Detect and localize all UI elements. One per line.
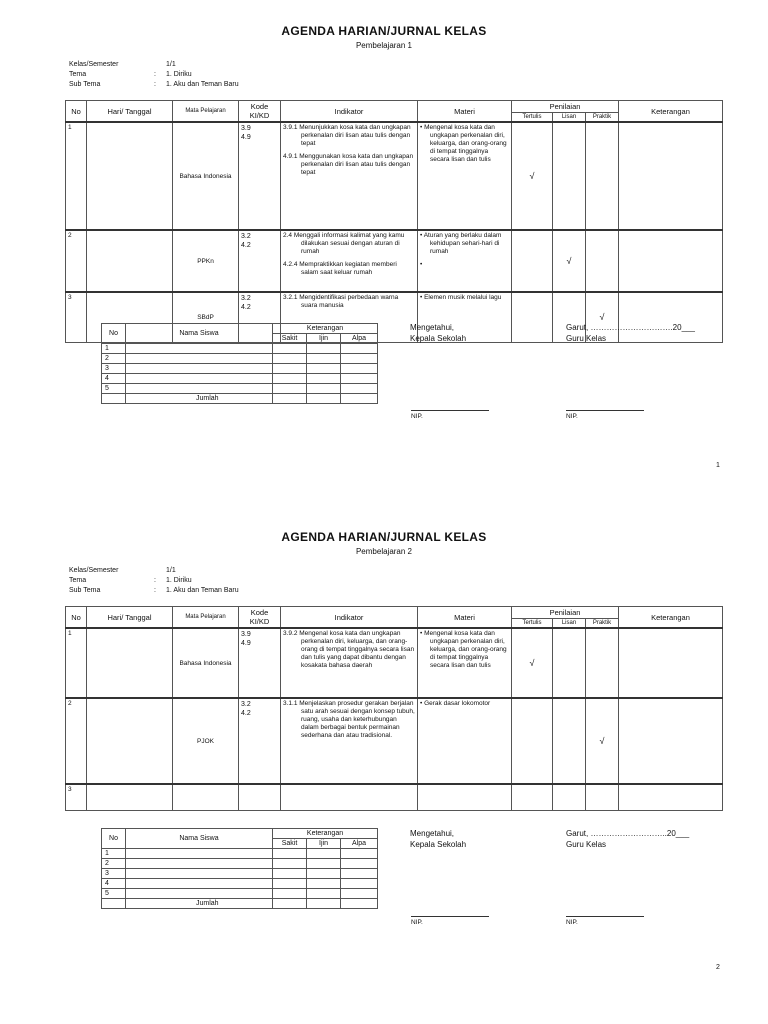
indikator-item: 4.2.4 Mempraktikkan kegiatan memberi salam saat keluar rumah xyxy=(283,261,397,276)
row-date xyxy=(87,628,173,698)
signature-principal xyxy=(410,828,466,850)
kode-value: 3.9 xyxy=(241,631,251,638)
row-date xyxy=(87,698,173,784)
kode-value: 4.2 xyxy=(241,710,251,717)
signature-line xyxy=(566,410,644,411)
kode-value: 3.2 xyxy=(241,295,251,302)
meta-row xyxy=(69,576,239,586)
att-row xyxy=(102,374,378,384)
header-materi: Materi xyxy=(418,101,512,123)
header-hari: Hari/ Tanggal xyxy=(87,101,173,123)
row-date xyxy=(87,784,173,810)
kode-value: 4.9 xyxy=(241,640,251,647)
row-subject xyxy=(173,784,239,810)
att-no: 4 xyxy=(102,374,126,384)
journal-page-1 xyxy=(0,0,768,506)
sign-left-line2: Kepala Sekolah xyxy=(410,840,467,849)
kode-value: 3.9 xyxy=(241,125,251,132)
row-kode xyxy=(239,698,281,784)
check-praktik xyxy=(586,230,619,292)
att-no: 3 xyxy=(102,364,126,374)
meta-colon: : xyxy=(154,81,156,88)
att-total-row xyxy=(102,394,378,404)
header-tertulis: Tertulis xyxy=(512,113,553,123)
meta-block xyxy=(69,566,239,596)
row-materi xyxy=(418,784,512,810)
table-row xyxy=(66,698,723,784)
indikator-item: 4.9.1 Menggunakan kosa kata dan ungkapan perkenalan diri lisan atau tulis dengan tepat xyxy=(283,153,414,176)
row-keterangan xyxy=(619,784,723,810)
check-praktik: √ xyxy=(586,292,619,342)
materi-item: • xyxy=(420,261,423,268)
meta-value: 1. Diriku xyxy=(166,71,192,78)
row-indikator xyxy=(281,628,418,698)
signature-line xyxy=(411,916,489,917)
row-materi xyxy=(418,698,512,784)
indikator-item: 3.1.1 Menjelaskan prosedur gerakan berjalan satu arah sesuai dengan konsep tubuh, ruang, usaha dan keterhubungan dalam berbagai bentuk permainan sederhana dan atau tradisional. xyxy=(283,700,415,739)
sign-right-line1: Garut, ………………………..20___ xyxy=(566,829,690,838)
page-number: 1 xyxy=(716,462,720,469)
meta-colon: : xyxy=(154,577,156,584)
row-no: 1 xyxy=(66,122,87,230)
meta-label: Tema xyxy=(69,71,87,78)
check-lisan xyxy=(553,698,586,784)
row-subject: PPKn xyxy=(173,230,239,292)
check-praktik xyxy=(586,628,619,698)
sign-right-line2: Guru Kelas xyxy=(566,334,607,343)
att-header-no: No xyxy=(102,324,126,344)
meta-row xyxy=(69,60,239,70)
check-praktik xyxy=(586,784,619,810)
kode-value: 3.2 xyxy=(241,701,251,708)
meta-colon xyxy=(154,566,166,576)
att-row xyxy=(102,859,378,869)
att-row xyxy=(102,889,378,899)
meta-row xyxy=(69,566,239,576)
page-subtitle: Pembelajaran 1 xyxy=(355,41,413,50)
att-no: 1 xyxy=(102,849,126,859)
nip-label: NIP. xyxy=(566,919,578,926)
att-total-row xyxy=(102,899,378,909)
row-kode xyxy=(239,230,281,292)
meta-value: 1. Aku dan Teman Baru xyxy=(166,81,239,88)
att-header-sakit: Sakit xyxy=(273,334,307,344)
header-praktik: Praktik xyxy=(586,113,619,123)
att-header-alpa: Alpa xyxy=(341,334,378,344)
row-keterangan xyxy=(619,698,723,784)
row-indikator xyxy=(281,784,418,810)
row-indikator xyxy=(281,122,418,230)
att-no: 5 xyxy=(102,384,126,394)
indikator-item: 3.2.1 Mengidentifikasi perbedaan warna suara manusia xyxy=(283,294,399,309)
meta-colon: : xyxy=(154,587,156,594)
journal-page-2 xyxy=(0,506,768,1012)
row-subject: Bahasa Indonesia xyxy=(173,628,239,698)
header-hari: Hari/ Tanggal xyxy=(87,607,173,629)
meta-row xyxy=(69,80,239,90)
row-kode xyxy=(239,628,281,698)
check-tertulis: √ xyxy=(512,122,553,230)
check-tertulis xyxy=(512,292,553,342)
row-no: 2 xyxy=(66,698,87,784)
meta-value: 1/1 xyxy=(166,61,176,68)
meta-value: 1. Diriku xyxy=(166,577,192,584)
header-kode: Kode KI/KD xyxy=(239,607,281,629)
page-title: AGENDA HARIAN/JURNAL KELAS xyxy=(281,24,487,38)
att-header-nama: Nama Siswa xyxy=(126,829,273,849)
header-mapel: Mata Pelajaran xyxy=(173,101,239,123)
indikator-item: 3.9.1 Menunjukkan kosa kata dan ungkapan perkenalan diri lisan atau tulis dengan tepat xyxy=(283,124,411,147)
row-kode xyxy=(239,784,281,810)
att-row xyxy=(102,344,378,354)
check-tertulis xyxy=(512,230,553,292)
kode-value: 4.2 xyxy=(241,304,251,311)
meta-value: 1. Aku dan Teman Baru xyxy=(166,587,239,594)
meta-colon: : xyxy=(154,71,156,78)
meta-label: Kelas/Semester xyxy=(69,61,119,68)
signature-line xyxy=(411,410,489,411)
header-keterangan: Keterangan xyxy=(619,607,723,629)
att-total: Jumlah xyxy=(126,394,273,404)
row-subject: Bahasa Indonesia xyxy=(173,122,239,230)
signature-principal xyxy=(410,322,466,344)
sign-left-line1: Mengetahui, xyxy=(410,323,455,332)
meta-value: 1/1 xyxy=(166,567,176,574)
row-subject: PJOK xyxy=(173,698,239,784)
page-subtitle: Pembelajaran 2 xyxy=(355,547,413,556)
row-no: 2 xyxy=(66,230,87,292)
journal-table xyxy=(65,100,723,343)
kode-value: 4.2 xyxy=(241,242,251,249)
att-header-keterangan: Keterangan xyxy=(273,324,378,334)
signature-teacher xyxy=(566,828,689,850)
row-materi xyxy=(418,122,512,230)
att-no: 1 xyxy=(102,344,126,354)
nip-teacher xyxy=(566,410,644,420)
table-row xyxy=(66,784,723,810)
att-row xyxy=(102,384,378,394)
att-header-nama: Nama Siswa xyxy=(126,324,273,344)
att-row xyxy=(102,869,378,879)
row-date xyxy=(87,230,173,292)
sign-right-line1: Garut, ………………………….20___ xyxy=(566,323,695,332)
materi-item: • Aturan yang berlaku dalam kehidupan sehari-hari di rumah xyxy=(420,232,502,255)
signature-line xyxy=(566,916,644,917)
att-header-ijin: Ijin xyxy=(307,334,341,344)
nip-principal xyxy=(411,410,489,420)
table-row xyxy=(66,230,723,292)
row-kode xyxy=(239,122,281,230)
meta-row xyxy=(69,586,239,596)
page-title: AGENDA HARIAN/JURNAL KELAS xyxy=(281,530,487,544)
materi-item: • Gerak dasar lokomotor xyxy=(420,700,491,707)
meta-label: Kelas/Semester xyxy=(69,567,119,574)
check-tertulis: √ xyxy=(512,628,553,698)
header-penilaian: Penilaian xyxy=(512,607,619,619)
attendance-table xyxy=(101,323,378,404)
att-no: 3 xyxy=(102,869,126,879)
row-subject: SBdP xyxy=(173,292,239,342)
meta-block xyxy=(69,60,239,90)
header-no: No xyxy=(66,607,87,629)
meta-row xyxy=(69,70,239,80)
row-indikator xyxy=(281,230,418,292)
indikator-item: 3.9.2 Mengenal kosa kata dan ungkapan perkenalan diri, keluarga, dan orang-orang di tempat tinggalnya secara lisan dan tulis yang dapat dibantu dengan kosakata bahasa daerah xyxy=(283,630,415,669)
header-indikator: Indikator xyxy=(281,101,418,123)
sign-left-line2: Kepala Sekolah xyxy=(410,334,467,343)
table-row xyxy=(66,628,723,698)
nip-label: NIP. xyxy=(411,413,423,420)
header-no: No xyxy=(66,101,87,123)
att-row xyxy=(102,849,378,859)
check-lisan xyxy=(553,122,586,230)
att-no: 5 xyxy=(102,889,126,899)
attendance-table xyxy=(101,828,378,909)
att-header-keterangan: Keterangan xyxy=(273,829,378,839)
meta-colon xyxy=(154,60,166,70)
kode-value: 4.9 xyxy=(241,134,251,141)
nip-label: NIP. xyxy=(566,413,578,420)
page-number: 2 xyxy=(716,964,720,971)
signature-teacher xyxy=(566,322,695,344)
att-header-alpa: Alpa xyxy=(341,839,378,849)
materi-item: • Elemen musik melalui lagu xyxy=(420,294,502,301)
check-tertulis xyxy=(512,784,553,810)
header-mapel: Mata Pelajaran xyxy=(173,607,239,629)
row-materi xyxy=(418,628,512,698)
materi-item: • Mengenal kosa kata dan ungkapan perkenalan diri, keluarga, dan orang-orang di tempat tinggalnya secara lisan dan tulis xyxy=(420,124,507,163)
att-no: 2 xyxy=(102,354,126,364)
header-keterangan: Keterangan xyxy=(619,101,723,123)
header-lisan: Lisan xyxy=(553,619,586,629)
meta-label: Sub Tema xyxy=(69,81,101,88)
header-tertulis: Tertulis xyxy=(512,619,553,629)
check-tertulis xyxy=(512,698,553,784)
row-materi xyxy=(418,230,512,292)
check-lisan: √ xyxy=(553,230,586,292)
header-materi: Materi xyxy=(418,607,512,629)
meta-label: Sub Tema xyxy=(69,587,101,594)
row-no: 1 xyxy=(66,628,87,698)
header-penilaian: Penilaian xyxy=(512,101,619,113)
journal-table xyxy=(65,606,723,811)
check-lisan xyxy=(553,784,586,810)
materi-item: • Mengenal kosa kata dan ungkapan perkenalan diri, keluarga, dan orang-orang di tempat tinggalnya secara lisan dan tulis xyxy=(420,630,507,669)
att-header-sakit: Sakit xyxy=(273,839,307,849)
nip-principal xyxy=(411,916,489,926)
check-praktik: √ xyxy=(586,698,619,784)
row-keterangan xyxy=(619,122,723,230)
table-row xyxy=(66,122,723,230)
att-row xyxy=(102,364,378,374)
nip-label: NIP. xyxy=(411,919,423,926)
header-praktik: Praktik xyxy=(586,619,619,629)
meta-label: Tema xyxy=(69,577,87,584)
att-no: 2 xyxy=(102,859,126,869)
row-indikator xyxy=(281,698,418,784)
check-praktik xyxy=(586,122,619,230)
sign-left-line1: Mengetahui, xyxy=(410,829,455,838)
kode-value: 3.2 xyxy=(241,233,251,240)
header-kode: Kode KI/KD xyxy=(239,101,281,123)
att-header-ijin: Ijin xyxy=(307,839,341,849)
row-no: 3 xyxy=(66,784,87,810)
att-header-no: No xyxy=(102,829,126,849)
sign-right-line2: Guru Kelas xyxy=(566,840,607,849)
row-keterangan xyxy=(619,230,723,292)
indikator-item: 2.4 Menggali informasi kalimat yang kamu dilakukan sesuai dengan aturan di rumah xyxy=(283,232,405,255)
att-total: Jumlah xyxy=(126,899,273,909)
att-row xyxy=(102,879,378,889)
nip-teacher xyxy=(566,916,644,926)
header-lisan: Lisan xyxy=(553,113,586,123)
att-row xyxy=(102,354,378,364)
row-no: 3 xyxy=(66,292,87,342)
row-date xyxy=(87,122,173,230)
header-indikator: Indikator xyxy=(281,607,418,629)
row-keterangan xyxy=(619,628,723,698)
check-lisan xyxy=(553,628,586,698)
att-no: 4 xyxy=(102,879,126,889)
